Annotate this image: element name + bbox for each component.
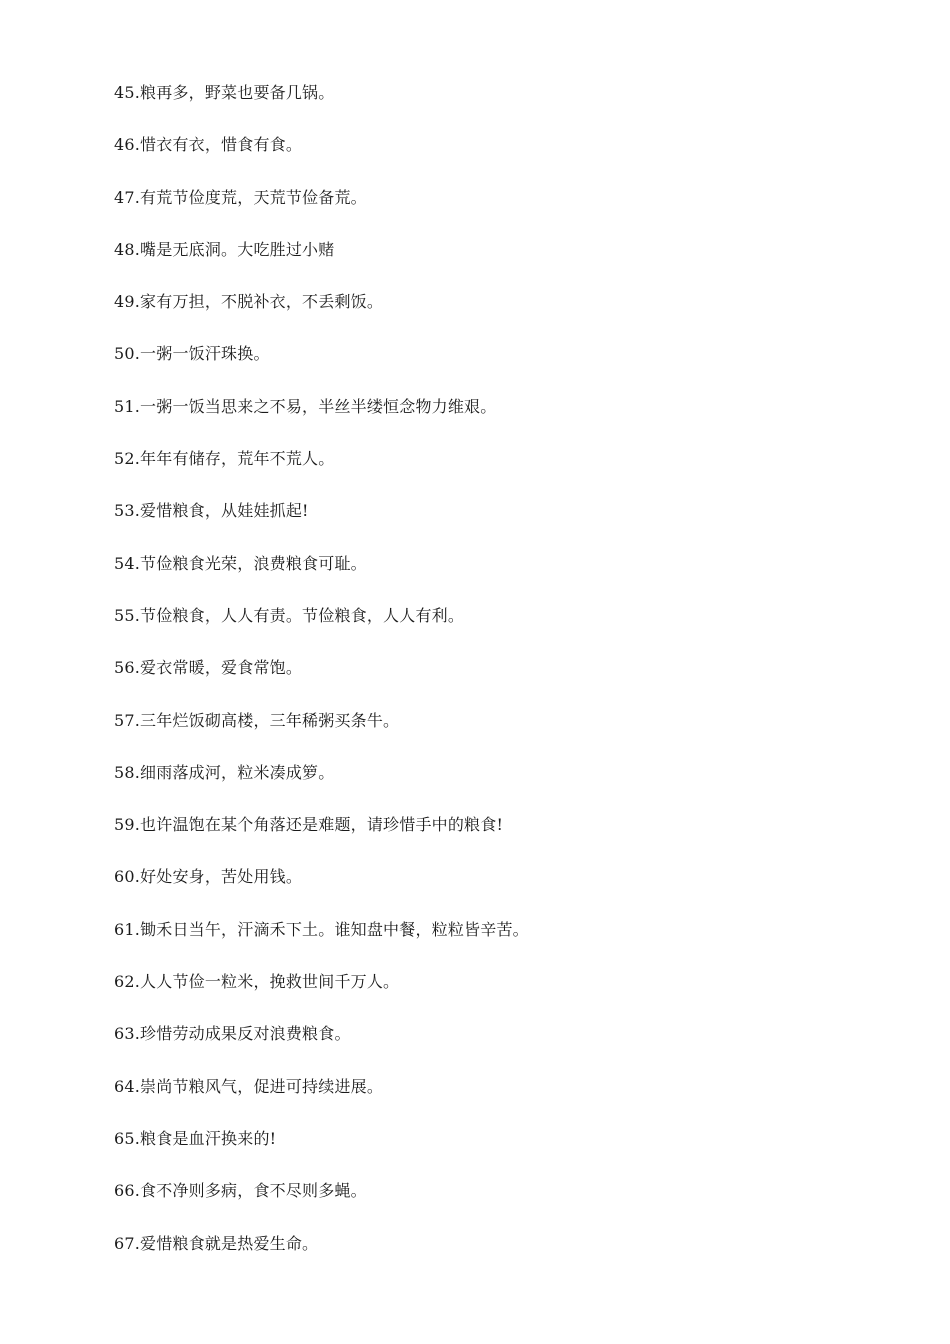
item-text: 爱惜粮食，从娃娃抓起! [140, 501, 309, 521]
item-number: 48. [114, 239, 141, 259]
list-item [114, 185, 874, 237]
item-text: 一粥一饭当思来之不易，半丝半缕恒念物力维艰。 [140, 396, 497, 416]
list-item [114, 80, 874, 132]
item-number: 63. [114, 1024, 141, 1044]
list-item [114, 655, 874, 707]
item-number: 62. [114, 972, 141, 992]
list-item [114, 1021, 874, 1073]
list-item [114, 446, 874, 498]
item-number: 67. [114, 1233, 141, 1253]
item-text: 也许温饱在某个角落还是难题，请珍惜手中的粮食! [140, 815, 504, 835]
item-number: 50. [114, 344, 141, 364]
item-text: 爱衣常暖，爱食常饱。 [140, 658, 303, 678]
item-text: 三年烂饭砌高楼，三年稀粥买条牛。 [140, 710, 400, 730]
item-text: 珍惜劳动成果反对浪费粮食。 [140, 1024, 351, 1044]
list-item [114, 864, 874, 916]
item-number: 59. [114, 815, 141, 835]
item-text: 好处安身，苦处用钱。 [140, 867, 303, 887]
item-text: 节俭粮食，人人有责。节俭粮食，人人有利。 [140, 605, 465, 625]
list-item [114, 969, 874, 1021]
item-text: 食不净则多病，食不尽则多蝇。 [140, 1181, 367, 1201]
item-text: 崇尚节粮风气，促进可持续进展。 [140, 1076, 384, 1096]
item-text: 有荒节俭度荒，天荒节俭备荒。 [140, 187, 367, 207]
list-item [114, 394, 874, 446]
item-number: 61. [114, 919, 141, 939]
item-text: 爱惜粮食就是热爱生命。 [140, 1233, 319, 1253]
list-item [114, 708, 874, 760]
list-item [114, 1231, 874, 1283]
item-text: 惜衣有衣，惜食有食。 [140, 135, 303, 155]
item-number: 47. [114, 187, 141, 207]
item-number: 49. [114, 292, 141, 312]
list-item [114, 917, 874, 969]
item-number: 54. [114, 553, 141, 573]
list-item [114, 1074, 874, 1126]
list-item [114, 760, 874, 812]
item-number: 56. [114, 658, 141, 678]
item-text: 年年有储存，荒年不荒人。 [140, 449, 335, 469]
list-item [114, 551, 874, 603]
item-text: 粮食是血汗换来的! [140, 1128, 277, 1148]
item-number: 64. [114, 1076, 141, 1096]
list-item [114, 603, 874, 655]
item-number: 65. [114, 1128, 141, 1148]
item-text: 人人节俭一粒米，挽救世间千万人。 [140, 972, 400, 992]
list-item [114, 132, 874, 184]
proverb-list [114, 80, 874, 1283]
item-text: 细雨落成河，粒米凑成箩。 [140, 762, 335, 782]
item-number: 53. [114, 501, 141, 521]
list-item [114, 237, 874, 289]
list-item [114, 289, 874, 341]
item-number: 58. [114, 762, 141, 782]
item-text: 节俭粮食光荣，浪费粮食可耻。 [140, 553, 367, 573]
item-number: 55. [114, 605, 141, 625]
item-text: 一粥一饭汗珠换。 [140, 344, 270, 364]
item-number: 46. [114, 135, 141, 155]
list-item [114, 341, 874, 393]
item-text: 嘴是无底洞。大吃胜过小赌 [140, 239, 335, 259]
item-text: 粮再多，野菜也要备几锅。 [140, 83, 335, 102]
item-number: 51. [114, 396, 141, 416]
list-item [114, 1126, 874, 1178]
item-number: 57. [114, 710, 141, 730]
item-number: 52. [114, 449, 141, 469]
list-item [114, 498, 874, 550]
list-item [114, 812, 874, 864]
item-number: 45. [114, 83, 141, 102]
item-number: 66. [114, 1181, 141, 1201]
list-item [114, 1178, 874, 1230]
item-text: 家有万担，不脱补衣，不丢剩饭。 [140, 292, 384, 312]
item-text: 锄禾日当午，汗滴禾下土。谁知盘中餐，粒粒皆辛苦。 [140, 919, 529, 939]
item-number: 60. [114, 867, 141, 887]
